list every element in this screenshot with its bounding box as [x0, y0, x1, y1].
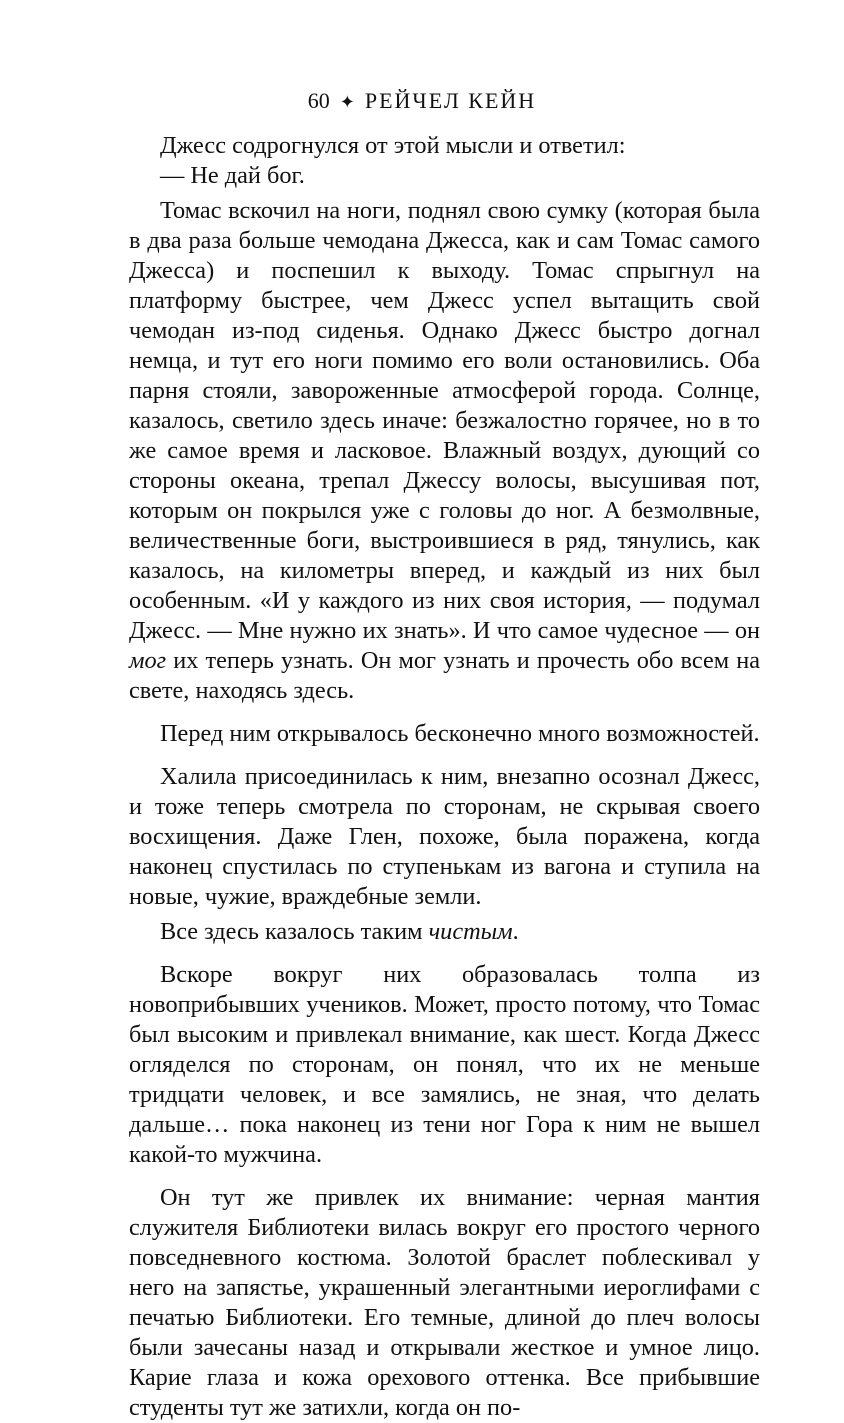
paragraph-2-dialogue: — Не дай бог.	[160, 162, 305, 189]
paragraph-6-italic: чистым	[428, 918, 513, 945]
author-name: РЕЙЧЕЛ КЕЙН	[364, 88, 537, 113]
body-text	[129, 131, 760, 1423]
paragraph-3-text: Томас вскочил на ноги, поднял свою сумку (которая была в два раза больше чемодана Джесса, как и сам Томас самого Джесса) и поспешил к выходу. Томас спрыгнул на платформу быстрее, чем Джесс успел вытащить свой чемодан из-под сиденья. Однако Джесс быстро догнал немца, и тут его ноги помимо его воли остановились. Оба парня стояли, завороженные атмосферой города. Солнце, казалось, светило здесь иначе: безжалостно горячее, но в то же самое время и ласковое. Влажный воздух, дующий со стороны океана, трепал Джессу волосы, высушивая пот, которым он покрылся уже с головы до ног. А безмолвные, величественные боги, выстроившиеся в ряд, тянулись, как казалось, на километры вперед, и каждый из них был особенным. «И у каждого из них своя история, — подумал Джесс. — Мне нужно их знать». И что самое чудесное — он	[129, 197, 760, 644]
paragraph-6-text: Все здесь казалось таким	[160, 918, 429, 945]
paragraph-4: Перед ним открывалось бесконечно много возможностей.	[160, 720, 760, 747]
running-head	[0, 88, 844, 115]
paragraph-7: Вскоре вокруг них образовалась толпа из новоприбывших учеников. Может, просто потому, что Томас был высоким и привлекал внимание, как шест. Когда Джесс огляделся по сторонам, он понял, что их не меньше тридцати человек, и все замялись, не зная, что делать дальше… пока наконец из тени ног Гора к ним не вышел какой-то мужчина.	[129, 961, 760, 1168]
paragraph-6-text-after: .	[512, 918, 519, 945]
paragraph-8: Он тут же привлек их внимание: черная мантия служителя Библиотеки вилась вокруг его простого черного повседневного костюма. Золотой браслет поблескивал у него на запястье, украшенный элегантными иероглифами с печатью Библиотеки. Его темные, длиной до плеч волосы были зачесаны назад и открывали жесткое и умное лицо. Карие глаза и кожа орехового оттенка. Все прибывшие студенты тут же затихли, когда он по-	[129, 1184, 760, 1421]
paragraph-3-text-after: их теперь узнать. Он мог узнать и прочесть обо всем на свете, находясь здесь.	[129, 647, 760, 704]
page-number: 60	[307, 88, 330, 113]
paragraph-6	[129, 917, 760, 947]
star-ornament-icon: ✦	[339, 92, 357, 112]
paragraph-1: Джесс содрогнулся от этой мысли и ответил:	[160, 132, 626, 159]
paragraph-5: Халила присоединилась к ним, внезапно осознал Джесс, и тоже теперь смотрела по сторонам, не скрывая своего восхищения. Даже Глен, похоже, была поражена, когда наконец спустилась по ступенькам из вагона и ступила на новые, чужие, враждебные земли.	[129, 763, 760, 910]
paragraph-3	[129, 196, 760, 706]
paragraph-3-italic: мог	[129, 647, 167, 674]
